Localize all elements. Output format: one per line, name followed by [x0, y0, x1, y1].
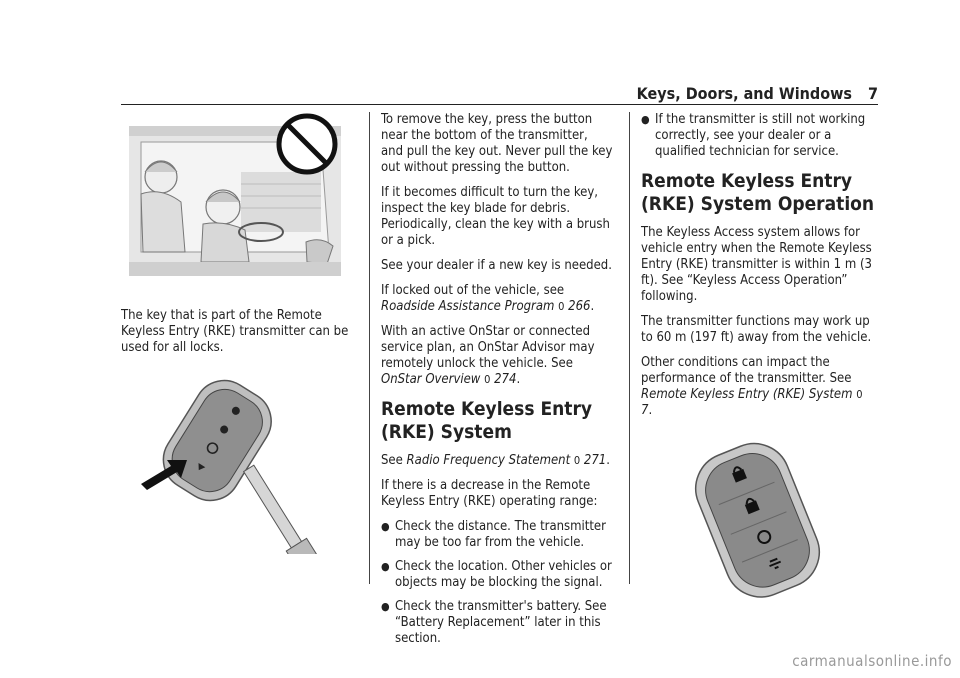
- column-1: [121, 112, 355, 554]
- header-title: Keys, Doors, and Windows: [636, 84, 852, 103]
- paragraph: With an active OnStar or connected service plan, an OnStar Advisor may remotely unlock the vehicle. See OnStar Overview 0 274.: [381, 324, 595, 387]
- key-fob-illustration: [641, 439, 877, 609]
- paragraph: Other conditions can impact the performance of the transmitter. See Remote Keyless Entry (RKE) System 0 7.: [641, 355, 863, 418]
- cross-reference-link[interactable]: Remote Keyless Entry (RKE) System: [641, 387, 853, 402]
- paragraph: See your dealer if a new key is needed.: [381, 258, 612, 273]
- children-in-car-illustration: [121, 112, 341, 292]
- watermark: carmanualsonline.info: [792, 652, 952, 670]
- section-heading: Remote Keyless Entry (RKE) System Operation: [641, 170, 875, 215]
- paragraph: If it becomes difficult to turn the key, inspect the key blade for debris. Periodically, clean the key with a brush or a pick.: [381, 185, 610, 248]
- page-number: 7: [867, 84, 878, 103]
- list-item: ● Check the distance. The transmitter may be too far from the vehicle.: [381, 519, 606, 550]
- column-divider: [629, 112, 630, 584]
- list-item: ● Check the location. Other vehicles or objects may be blocking the signal.: [381, 559, 612, 590]
- column-3: [641, 112, 877, 609]
- paragraph: The key that is part of the Remote Keyless Entry (RKE) transmitter can be used for all locks.: [121, 308, 349, 355]
- column-divider: [369, 112, 370, 584]
- cross-reference-link[interactable]: Roadside Assistance Program: [381, 299, 555, 314]
- cross-reference-link[interactable]: OnStar Overview: [381, 372, 481, 387]
- cross-reference-link[interactable]: Radio Frequency Statement: [406, 453, 571, 468]
- paragraph: To remove the key, press the button near the bottom of the transmitter, and pull the key out. Never pull the key out without pressing the button.: [381, 112, 613, 175]
- bullet-list: [381, 519, 613, 647]
- list-item: ● Check the transmitter's battery. See “Battery Replacement” later in this section.: [381, 599, 607, 646]
- column-2: [381, 112, 613, 655]
- list-item: ● If the transmitter is still not working correctly, see your dealer or a qualified technician for service.: [641, 112, 866, 159]
- page-header: [121, 84, 878, 105]
- paragraph: The transmitter functions may work up to 60 m (197 ft) away from the vehicle.: [641, 314, 872, 345]
- paragraph: If locked out of the vehicle, see Roadside Assistance Program 0 266.: [381, 283, 595, 314]
- section-heading: Remote Keyless Entry (RKE) System: [381, 398, 593, 443]
- paragraph: See Radio Frequency Statement 0 271.: [381, 453, 610, 468]
- paragraph: The Keyless Access system allows for vehicle entry when the Remote Keyless Entry (RKE) transmitter is within 1 m (3 ft). See “Keyless Access Operation” following.: [641, 225, 872, 304]
- key-fob-with-key-blade-illustration: [121, 374, 351, 554]
- bullet-list: [641, 112, 877, 160]
- paragraph: If there is a decrease in the Remote Keyless Entry (RKE) operating range:: [381, 478, 598, 509]
